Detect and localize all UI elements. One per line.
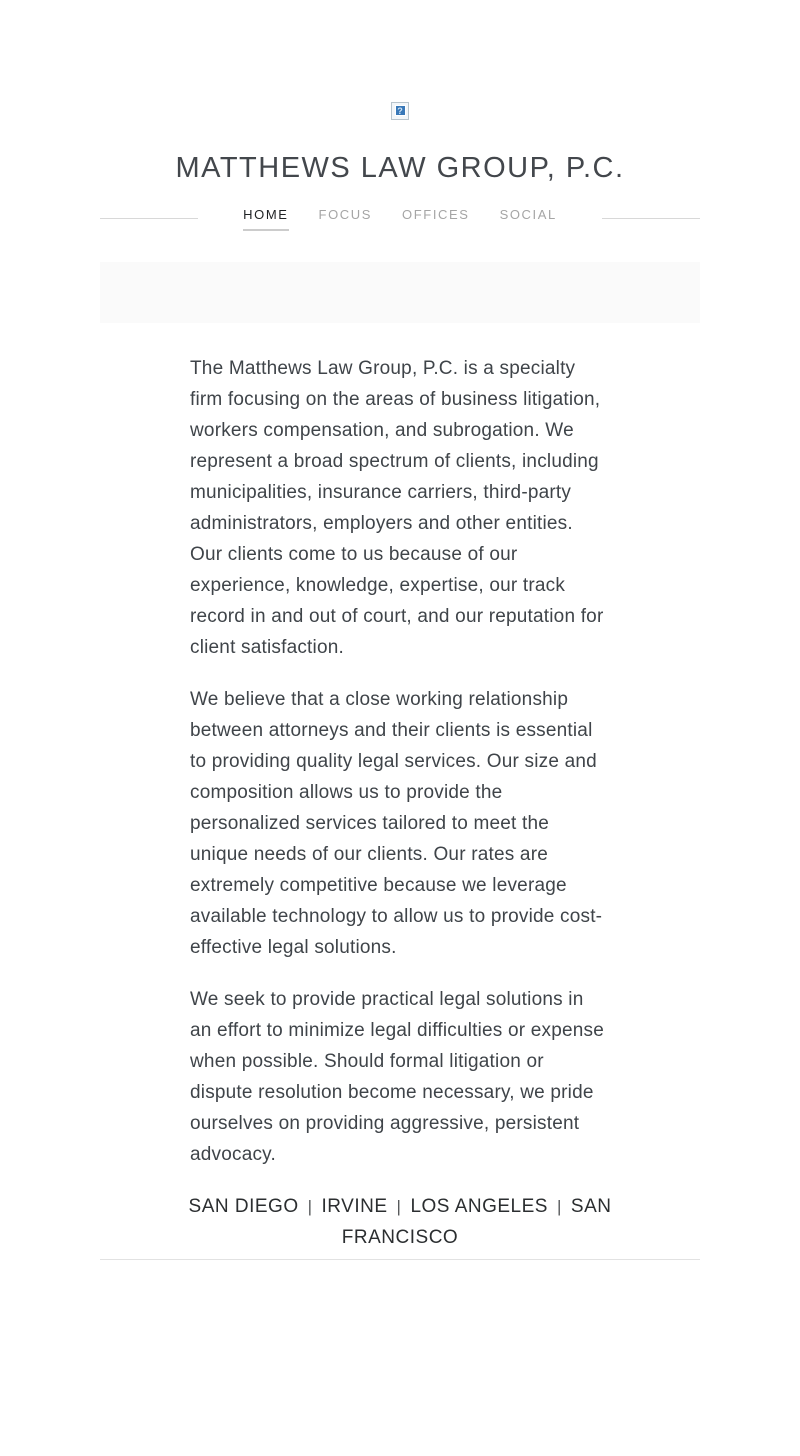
location-los-angeles: LOS ANGELES xyxy=(410,1195,548,1217)
nav-right-rule xyxy=(602,218,700,219)
site-logo-link[interactable] xyxy=(391,101,409,120)
hero-banner xyxy=(100,262,700,323)
location-irvine: IRVINE xyxy=(321,1195,388,1217)
footer-divider xyxy=(100,1259,700,1260)
site-footer xyxy=(100,1191,700,1260)
nav-left-rule xyxy=(100,218,198,219)
paragraph-solutions: We seek to provide practical legal solutions in an effort to minimize legal difficulties or expense when possible. Should formal litigation or dispute resolution become necessary, we pride ourselves on providing aggressive, persistent advocacy. xyxy=(190,988,604,1165)
logo-row xyxy=(100,0,700,120)
location-separator: | xyxy=(307,1196,313,1216)
nav-item-offices[interactable]: OFFICES xyxy=(402,206,470,222)
nav-item-focus[interactable]: FOCUS xyxy=(318,206,373,222)
question-mark-icon: ? xyxy=(395,105,406,116)
site-header xyxy=(100,0,700,231)
site-title[interactable]: MATTHEWS LAW GROUP, P.C. xyxy=(175,151,625,184)
intro-text xyxy=(190,323,610,1170)
nav-item-home[interactable]: HOME xyxy=(243,207,288,231)
page xyxy=(100,0,700,1260)
location-separator: | xyxy=(396,1196,402,1216)
paragraph-relationship: We believe that a close working relationship between attorneys and their clients is essential to providing quality legal services. Our size and composition allows us to provide the personalized services tailored to meet the unique needs of our clients. Our rates are extremely competitive because we leverage available technology to allow us to provide cost-effective legal solutions. xyxy=(190,688,603,958)
paragraph-about-firm: The Matthews Law Group, P.C. is a specialty firm focusing on the areas of business litigation, workers compensation, and subrogation. We represent a broad spectrum of clients, including municipalities, insurance carriers, third-party administrators, employers and other entities. Our clients come to us because of our experience, knowledge, expertise, our track record in and out of court, and our reputation for client satisfaction. xyxy=(190,357,604,658)
location-san-diego: SAN DIEGO xyxy=(188,1195,299,1217)
main-nav xyxy=(100,207,700,231)
location-san-francisco: SAN FRANCISCO xyxy=(341,1195,612,1248)
broken-image-icon xyxy=(391,102,409,120)
office-locations xyxy=(145,1191,655,1253)
location-separator: | xyxy=(556,1196,562,1216)
nav-item-social[interactable]: SOCIAL xyxy=(499,206,557,222)
